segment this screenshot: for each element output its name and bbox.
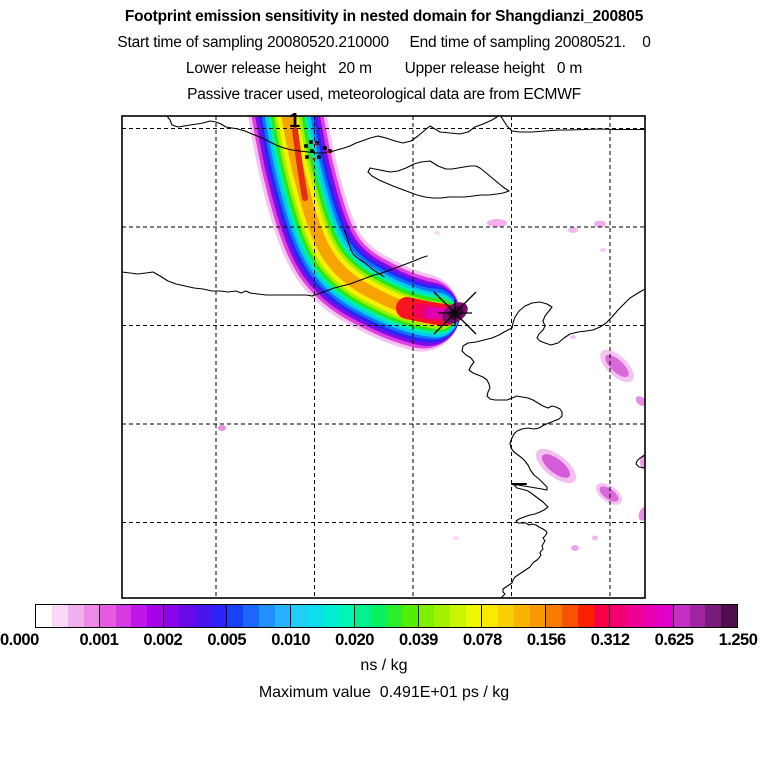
colorbar-cell xyxy=(291,605,307,627)
colorbar-segment xyxy=(609,604,674,628)
sensitivity-patch xyxy=(592,536,598,541)
colorbar-cell xyxy=(530,605,546,627)
colorbar-cell xyxy=(562,605,578,627)
border-wedge xyxy=(368,161,509,198)
station-marker xyxy=(323,146,327,150)
colorbar-segment xyxy=(35,604,100,628)
north-border-line xyxy=(167,114,645,153)
colorbar-tick: 0.078 xyxy=(462,631,502,649)
colorbar-cell xyxy=(642,605,658,627)
colorbar-cell xyxy=(211,605,227,627)
colorbar-tick: 0.010 xyxy=(271,631,311,649)
tracer-info-line: Passive tracer used, meteorological data are from ECMWF xyxy=(187,86,581,103)
map-frame xyxy=(122,116,645,598)
colorbar-segment xyxy=(481,604,546,628)
station-marker-red xyxy=(315,143,317,145)
colorbar-cell xyxy=(482,605,498,627)
colorbar-cell xyxy=(100,605,116,627)
colorbar-segment xyxy=(354,604,419,628)
sensitivity-patch xyxy=(594,221,606,228)
colorbar-cell xyxy=(36,605,52,627)
colorbar-cell xyxy=(307,605,323,627)
sensitivity-patch xyxy=(637,506,648,522)
sensitivity-patch xyxy=(434,231,440,235)
colorbar-tick: 0.002 xyxy=(143,631,183,649)
sensitivity-patch xyxy=(571,545,579,551)
colorbar-cell xyxy=(721,605,737,627)
release-heights-line: Lower release height 20 m Upper release height 0 m xyxy=(185,60,583,77)
colorbar-tick: 1.250 xyxy=(718,631,758,649)
colorbar-cell xyxy=(498,605,514,627)
colorbar-segment xyxy=(418,604,483,628)
colorbar-cell xyxy=(147,605,163,627)
colorbar-tick: 0.001 xyxy=(79,631,119,649)
colorbar-cell xyxy=(434,605,450,627)
station-marker-red xyxy=(327,151,329,153)
sensitivity-patch xyxy=(218,425,226,431)
colorbar-unit-label: ns / kg xyxy=(360,657,408,674)
station-marker-red xyxy=(313,158,315,160)
station-marker xyxy=(317,155,321,159)
colorbar-cell xyxy=(195,605,211,627)
sensitivity-patch xyxy=(568,227,578,233)
colorbar-segment xyxy=(290,604,355,628)
colorbar-tick: 0.156 xyxy=(526,631,566,649)
colorbar-tick: 0.312 xyxy=(590,631,630,649)
colorbar-segment xyxy=(226,604,291,628)
sampling-times-line: Start time of sampling 20080520.210000 End time of sampling 20080521. 0 xyxy=(117,34,651,51)
footprint-plume xyxy=(284,96,472,328)
sensitivity-patch xyxy=(600,248,606,252)
colorbar-cell xyxy=(68,605,84,627)
colorbar-cell xyxy=(626,605,642,627)
station-marker xyxy=(310,149,314,153)
colorbar-cell xyxy=(402,605,418,627)
colorbar-cell xyxy=(578,605,594,627)
colorbar-tick: 0.000 xyxy=(0,631,39,649)
colorbar-segment xyxy=(545,604,610,628)
colorbar-cell xyxy=(275,605,291,627)
colorbar-cell xyxy=(164,605,180,627)
colorbar-cell xyxy=(594,605,610,627)
colorbar-cell xyxy=(546,605,562,627)
colorbar-cell xyxy=(674,605,690,627)
station-marker xyxy=(309,140,313,144)
colorbar-cell xyxy=(690,605,706,627)
colorbar-cell xyxy=(371,605,387,627)
sensitivity-patch xyxy=(570,335,576,339)
colorbar-cell xyxy=(84,605,100,627)
colorbar-cell xyxy=(243,605,259,627)
plot-title: Footprint emission sensitivity in nested domain for Shangdianzi_200805 xyxy=(124,8,644,25)
maximum-value-label: Maximum value 0.491E+01 ps / kg xyxy=(258,684,510,701)
colorbar-cell xyxy=(355,605,371,627)
colorbar-cell xyxy=(131,605,147,627)
colorbar-cell xyxy=(116,605,132,627)
station-marker xyxy=(304,144,308,148)
colorbar-cell xyxy=(705,605,721,627)
colorbar-segment xyxy=(673,604,738,628)
colorbar-cell xyxy=(450,605,466,627)
colorbar-segment xyxy=(99,604,164,628)
colorbar-cell xyxy=(323,605,339,627)
colorbar-cell xyxy=(227,605,243,627)
colorbar-cell xyxy=(466,605,482,627)
residual-sensitivity-patches xyxy=(218,219,650,551)
colorbar-tick: 0.039 xyxy=(399,631,438,649)
colorbar-tick: 0.020 xyxy=(335,631,374,649)
colorbar-cell xyxy=(52,605,68,627)
sensitivity-patch xyxy=(453,536,459,540)
bohai-coastline xyxy=(462,289,645,598)
colorbar-segment xyxy=(163,604,228,628)
colorbar-tick-labels xyxy=(0,631,768,651)
colorbar-tick: 0.005 xyxy=(207,631,247,649)
colorbar-cell xyxy=(419,605,435,627)
colorbar-cell xyxy=(514,605,530,627)
graticule-gridlines xyxy=(122,116,645,598)
colorbar-cell xyxy=(259,605,275,627)
colorbar-cell xyxy=(610,605,626,627)
colorbar-cell xyxy=(339,605,355,627)
nest-domain-label: 1 xyxy=(289,110,301,132)
sensitivity-patch xyxy=(487,219,507,227)
colorbar-cell xyxy=(657,605,673,627)
colorbar xyxy=(35,604,738,628)
colorbar-cell xyxy=(179,605,195,627)
colorbar-tick: 0.625 xyxy=(654,631,694,649)
colorbar-cell xyxy=(387,605,403,627)
coastline-borders xyxy=(122,114,645,598)
station-marker xyxy=(305,155,309,159)
sensitivity-patch xyxy=(634,394,648,408)
